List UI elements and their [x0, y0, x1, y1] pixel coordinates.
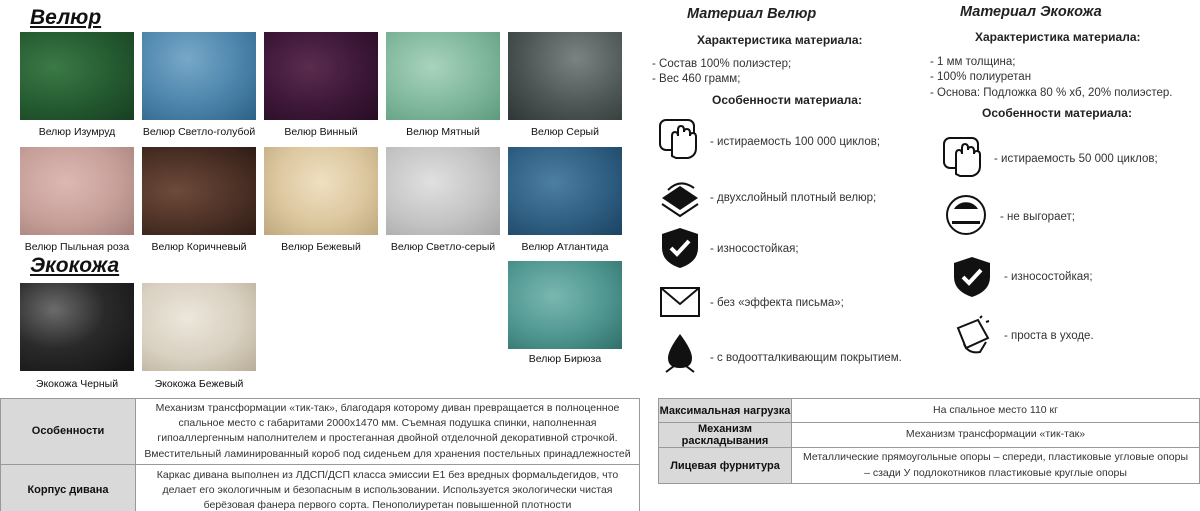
- eco-spec: - 100% полиуретан: [930, 71, 1032, 83]
- cleaning-cloth-icon: [950, 314, 994, 358]
- table-row-value: На спальное место 110 кг: [792, 399, 1200, 423]
- eco-feature-text: - не выгорает;: [1000, 211, 1075, 223]
- swatch-velour-brown[interactable]: [142, 147, 256, 235]
- table-row-header: Особенности: [1, 399, 136, 465]
- fabric-layers-icon: [658, 176, 702, 220]
- swatch-velour-beige[interactable]: [264, 147, 378, 235]
- material-velour-title: Материал Велюр: [687, 6, 817, 22]
- eco-feature-text: - износостойкая;: [1004, 271, 1093, 283]
- table-row: [659, 399, 1200, 423]
- swatch-velour-mint[interactable]: [386, 32, 500, 120]
- table-row-value: Каркас дивана выполнен из ЛДСП/ДСП класса эмиссии Е1 без вредных формальдегидов, что делает его экологичным и безопасным в использовании. Используется экологически чистая берёзовая фанера первого сорта. Пенополиуретан повышенной плотности: [136, 464, 640, 511]
- table-row-header: Корпус дивана: [1, 464, 136, 511]
- swatch-velour-wine[interactable]: [264, 32, 378, 120]
- eco-spec: - Основа: Подложка 80 % хб, 20% полиэстер.: [930, 87, 1173, 99]
- swatch-label: Велюр Изумруд: [38, 126, 116, 138]
- swatch-velour-turquoise[interactable]: [508, 261, 622, 349]
- velour-spec: - Вес 460 грамм;: [652, 73, 741, 85]
- table-row-header: Максимальная нагрузка: [659, 399, 792, 423]
- eco-feature-text: - истираемость 50 000 циклов;: [994, 153, 1158, 165]
- velour-feature-text: - износостойкая;: [710, 243, 799, 255]
- swatch-label: Велюр Бежевый: [281, 241, 361, 253]
- swatch-label: Велюр Винный: [284, 126, 358, 138]
- swatch-velour-emerald[interactable]: [20, 32, 134, 120]
- table-row-value: Механизм трансформации «тик-так», благодаря которому диван превращается в полноценное спальное место с габаритами 2000x1470 мм. Съемная подушка спинки, наполненная гипоаллергенным наполнителем и простеганная двойной отделочной декоративной строчкой. Вместительный ламинированный короб под сиденьем для хранения постельных принадлежностей: [136, 399, 640, 465]
- swatch-velour-lightgrey[interactable]: [386, 147, 500, 235]
- swatch-label: Велюр Коричневый: [151, 241, 247, 253]
- eco-spec: - 1 мм толщина;: [930, 56, 1016, 68]
- hand-wipe-icon: [942, 134, 986, 178]
- sun-fade-icon: [944, 193, 988, 237]
- envelope-icon: [658, 280, 702, 324]
- swatch-label: Велюр Светло-голубой: [142, 126, 256, 138]
- swatch-velour-grey[interactable]: [508, 32, 622, 120]
- water-drop-icon: [658, 332, 702, 376]
- swatch-label: Экокожа Черный: [35, 378, 119, 390]
- table-row-value: Металлические прямоугольные опоры – спереди, пластиковые угловые опоры – сзади У подлокотников пластиковые круглые опоры: [792, 448, 1200, 484]
- material-eco-title: Материал Экокожа: [960, 4, 1102, 20]
- velour-char-heading: Характеристика материала:: [697, 33, 863, 47]
- table-row: [659, 448, 1200, 484]
- swatch-velour-lightblue[interactable]: [142, 32, 256, 120]
- swatch-label: Велюр Серый: [531, 126, 599, 138]
- table-row-header: Лицевая фурнитура: [659, 448, 792, 484]
- velour-spec: - Состав 100% полиэстер;: [652, 58, 792, 70]
- swatch-label: Велюр Пыльная роза: [24, 241, 130, 253]
- velour-section-title: Велюр: [30, 6, 102, 29]
- swatch-label: Велюр Атлантида: [521, 241, 609, 253]
- swatch-eco-beige[interactable]: [142, 283, 256, 371]
- swatch-velour-dusty-rose[interactable]: [20, 147, 134, 235]
- table-row: [1, 464, 640, 511]
- table-row: [1, 399, 640, 465]
- velour-features-heading: Особенности материала:: [712, 93, 862, 107]
- velour-feature-text: - без «эффекта письма»;: [710, 297, 844, 309]
- swatch-velour-atlantida[interactable]: [508, 147, 622, 235]
- hand-wipe-icon: [658, 116, 702, 160]
- swatch-label: Велюр Мятный: [406, 126, 480, 138]
- eco-char-heading: Характеристика материала:: [975, 30, 1141, 44]
- table-row-header: Механизм раскладывания: [659, 423, 792, 448]
- swatch-eco-black[interactable]: [20, 283, 134, 371]
- swatch-label: Экокожа Бежевый: [154, 378, 244, 390]
- velour-feature-text: - двухслойный плотный велюр;: [710, 192, 877, 204]
- eco-feature-text: - проста в уходе.: [1004, 330, 1094, 342]
- swatch-label: Велюр Бирюза: [528, 353, 602, 365]
- table-row-value: Механизм трансформации «тик-так»: [792, 423, 1200, 448]
- eco-features-heading: Особенности материала:: [982, 106, 1132, 120]
- swatch-label: Велюр Светло-серый: [390, 241, 496, 253]
- shield-check-icon: [950, 255, 994, 299]
- spec-table-right: [658, 398, 1200, 484]
- table-row: [659, 423, 1200, 448]
- shield-check-icon: [658, 226, 702, 270]
- velour-feature-text: - истираемость 100 000 циклов;: [710, 136, 881, 148]
- spec-table-left: [0, 398, 640, 511]
- ecoleather-section-title: Экокожа: [30, 254, 120, 277]
- velour-feature-text: - с водоотталкивающим покрытием.: [710, 352, 902, 364]
